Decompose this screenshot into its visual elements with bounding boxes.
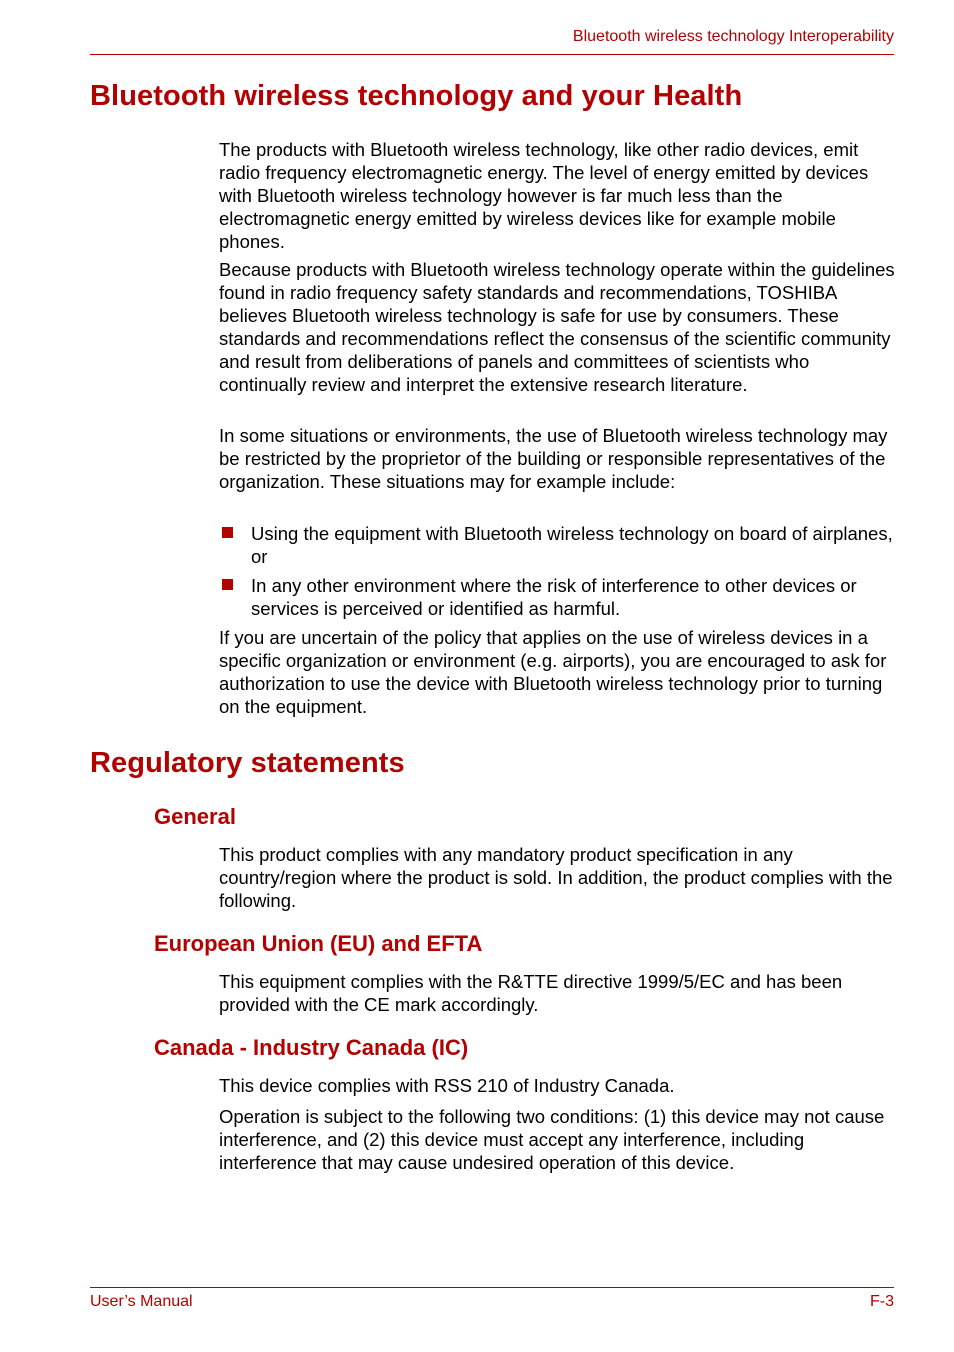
footer-manual-label: User’s Manual [90,1293,193,1310]
subheading-eu: European Union (EU) and EFTA [154,931,483,956]
section-title-regulatory: Regulatory statements [90,747,405,779]
page-number: F-3 [870,1293,894,1310]
bullet-square-icon [222,527,233,538]
subheading-general: General [154,804,236,829]
header-rule [90,54,894,55]
paragraph-safety: Because products with Bluetooth wireless technology operate within the guidelines found in radio frequency safety standards and recommendations, TOSHIBA believes Bluetooth wireless technology is safe for use by consumers. These standards and recommendations reflect the consensus of the scientific community and result from deliberations of panels and committees of scientists who continually review and interpret the extensive research literature. [219,259,895,395]
footer-rule [90,1287,894,1288]
paragraph-intro: The products with Bluetooth wireless technology, like other radio devices, emit radio frequency electromagnetic energy. The level of energy emitted by devices with Bluetooth wireless technology however is far much less than the electromagnetic energy emitted by wireless devices like for example mobile phones. [219,139,869,252]
paragraph-general: This product complies with any mandatory product specification in any country/region where the product is sold. In addition, the product complies with the following. [219,844,893,911]
paragraph-eu: This equipment complies with the R&TTE directive 1999/5/EC and has been provided with the CE mark accordingly. [219,971,843,1015]
bullet-square-icon [222,579,233,590]
paragraph-canada-rss: This device complies with RSS 210 of Industry Canada. [219,1075,675,1096]
paragraph-policy: If you are uncertain of the policy that applies on the use of wireless devices in a specific organization or environment (e.g. airports), you are encouraged to ask for authorization to use the device with Bluetooth wireless technology prior to turning on the equipment. [219,627,887,717]
section-title-health: Bluetooth wireless technology and your Health [90,80,743,112]
paragraph-restrictions: In some situations or environments, the use of Bluetooth wireless technology may be restricted by the proprietor of the building or responsible representatives of the organization. These situations may for example include: [219,425,888,492]
list-item-text: In any other environment where the risk of interference to other devices or services is perceived or identified as harmful. [251,575,857,619]
running-header: Bluetooth wireless technology Interoperability [572,28,894,45]
list-item-text: Using the equipment with Bluetooth wireless technology on board of airplanes, or [251,523,893,567]
paragraph-canada-conditions: Operation is subject to the following two conditions: (1) this device may not cause interference, and (2) this device must accept any interference, including interference that may cause undesired operation of this device. [219,1106,885,1173]
subheading-canada: Canada - Industry Canada (IC) [154,1035,469,1060]
